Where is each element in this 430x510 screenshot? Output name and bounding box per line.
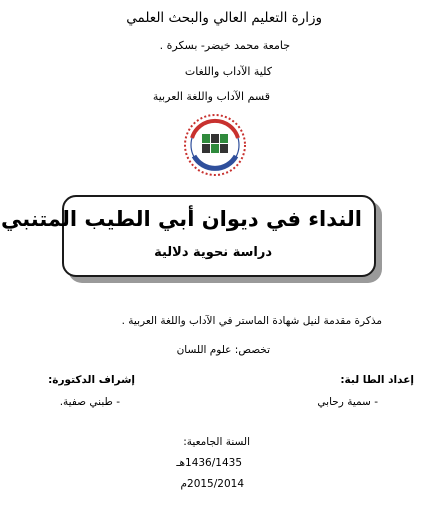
academic-year-label: السنة الجامعية: bbox=[183, 436, 250, 448]
supervisor-label: إشراف الدكتورة: bbox=[48, 374, 135, 386]
supervisor-name: - طبني صفية. bbox=[59, 396, 120, 408]
student-name: - سمية رحابي bbox=[317, 396, 378, 408]
specialization: تخصص: علوم اللسان bbox=[176, 344, 270, 356]
memo-description: مذكرة مقدمة لنيل شهادة الماستر في الآداب واللغة العربية . bbox=[121, 315, 382, 327]
university-crest-icon bbox=[180, 112, 250, 178]
academic-year-hijri: 1436/1435هـ bbox=[176, 457, 242, 469]
thesis-subtitle: دراسة نحوية دلالية bbox=[154, 245, 272, 260]
thesis-title: النداء في ديوان أبي الطيب المتنبي bbox=[0, 207, 362, 231]
department-name: قسم الآداب واللغة العربية bbox=[152, 90, 270, 103]
thesis-title-box bbox=[0, 195, 376, 277]
university-name: جامعة محمد خيضر- بسكرة . bbox=[159, 39, 290, 52]
student-label: إعداد الطا لبة: bbox=[340, 374, 414, 386]
faculty-name: كلية الآداب واللغات bbox=[184, 65, 272, 78]
ministry-name: وزارة التعليم العالي والبحث العلمي bbox=[126, 10, 322, 26]
academic-year-gregorian: 2015/2014م bbox=[180, 478, 244, 490]
